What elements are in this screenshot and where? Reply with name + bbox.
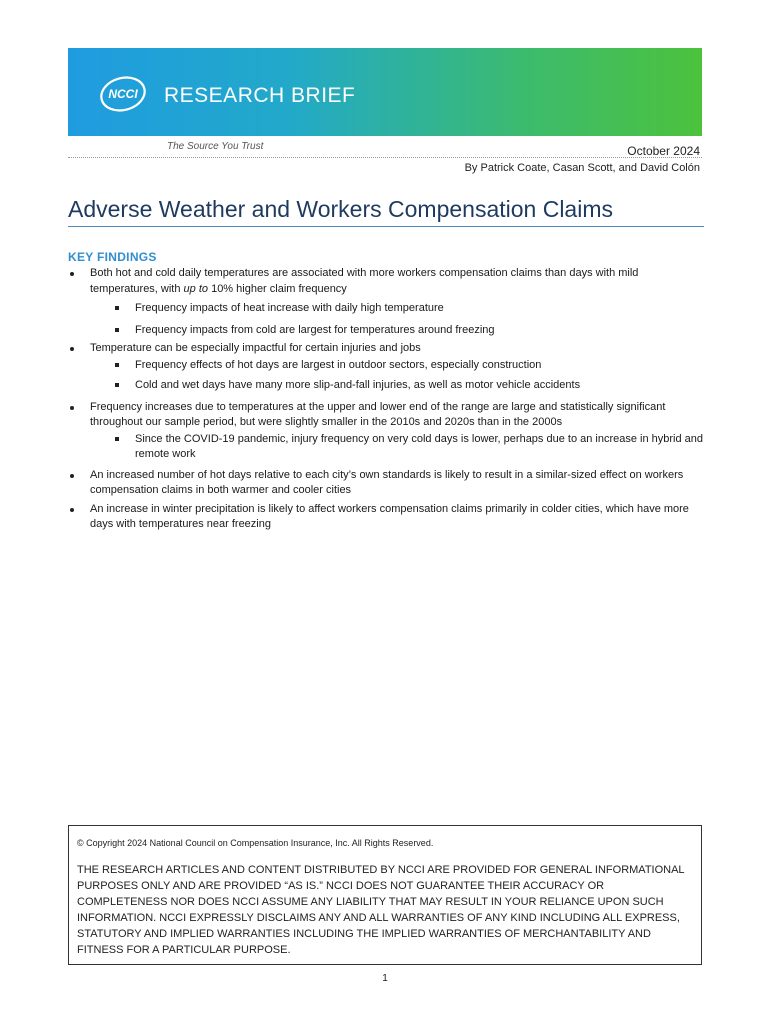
sub-finding-text: Since the COVID-19 pandemic, injury frequency on very cold days is lower, perhaps due to an increase in hybrid and remote work <box>135 432 704 460</box>
bullet-icon <box>70 347 74 351</box>
finding-text: An increased number of hot days relative to each city’s own standards is likely to result in a similar-sized effect on workers compensation claims in both warmer and cooler cities <box>90 468 684 496</box>
document-title: Adverse Weather and Workers Compensation Claims <box>68 196 613 222</box>
key-findings-heading: KEY FINDINGS <box>68 250 157 264</box>
sub-finding-text: Frequency effects of hot days are largest in outdoor sectors, especially construction <box>135 358 542 371</box>
finding-item <box>68 341 708 394</box>
publication-date: October 2024 <box>627 144 700 158</box>
finding-text: Frequency increases due to temperatures at the upper and lower end of the range are large and statistically significant throughout our sample period, but were slightly smaller in the 2010s and 2020s than in the 2000s <box>90 400 666 428</box>
finding-text: 10% higher claim frequency <box>208 282 347 295</box>
bullet-icon <box>70 272 74 276</box>
bullet-icon <box>70 508 74 512</box>
sub-finding-text: Cold and wet days have many more slip-and-fall injuries, as well as motor vehicle accidents <box>135 379 581 391</box>
divider <box>68 157 702 158</box>
sub-finding-text: Frequency impacts of heat increase with daily high temperature <box>135 302 444 314</box>
finding-text: Temperature can be especially impactful for certain injuries and jobs <box>90 342 421 354</box>
square-bullet-icon <box>115 363 119 367</box>
finding-item <box>68 502 708 533</box>
sub-finding-text: Frequency impacts from cold are largest for temperatures around freezing <box>135 323 495 336</box>
page-number: 1 <box>382 973 388 984</box>
sub-finding-item <box>90 323 708 339</box>
finding-text: An increase in winter precipitation is likely to affect workers compensation claims primarily in colder cities, which have more days with temperatures near freezing <box>90 502 689 530</box>
ncci-logo <box>98 75 148 113</box>
bullet-icon <box>70 474 74 478</box>
bullet-icon <box>70 406 74 410</box>
sub-finding-item <box>90 301 708 317</box>
tagline: The Source You Trust <box>167 141 264 152</box>
copyright-notice: © Copyright 2024 National Council on Compensation Insurance, Inc. All Rights Reserved. <box>77 838 434 848</box>
logo-text: NCCI <box>108 87 138 101</box>
finding-item <box>68 468 708 499</box>
finding-emphasis: up to <box>183 282 209 295</box>
legal-disclaimer: THE RESEARCH ARTICLES AND CONTENT DISTRIBUTED BY NCCI ARE PROVIDED FOR GENERAL INFORMATIONAL PURPOSES ONLY AND ARE PROVIDED “AS IS.” NCCI DOES NOT GUARANTEE THEIR ACCURACY OR COMPLETENESS NOR DOES NCCI ASSUME ANY LIABILITY THAT MAY RESULT IN YOUR RELIANCE UPON SUCH INFORMATION. NCCI EXPRESSLY DISCLAIMS ANY AND ALL WARRANTIES OF ANY KIND INCLUDING ALL EXPRESS, STATUTORY AND IMPLIED WARRANTIES INCLUDING THE IMPLIED WARRANTIES OF MERCHANTABILITY AND FITNESS FOR A PARTICULAR PURPOSE. <box>77 864 685 956</box>
authors: By Patrick Coate, Casan Scott, and David Colón <box>464 162 700 174</box>
finding-text: Both hot and cold daily temperatures are associated with more workers compensation claims than days with mild temperatures, with <box>90 267 639 295</box>
sub-finding-item <box>90 358 708 374</box>
finding-item <box>68 266 708 338</box>
banner-title: RESEARCH BRIEF <box>164 84 356 107</box>
finding-item <box>68 400 708 463</box>
disclaimer-box <box>68 825 702 965</box>
key-findings-list <box>68 266 708 536</box>
square-bullet-icon <box>115 383 119 387</box>
square-bullet-icon <box>115 437 119 441</box>
square-bullet-icon <box>115 328 119 332</box>
sub-finding-item <box>90 378 708 394</box>
sub-finding-item <box>90 432 708 463</box>
header-banner <box>68 48 702 136</box>
square-bullet-icon <box>115 306 119 310</box>
title-divider <box>68 226 704 227</box>
